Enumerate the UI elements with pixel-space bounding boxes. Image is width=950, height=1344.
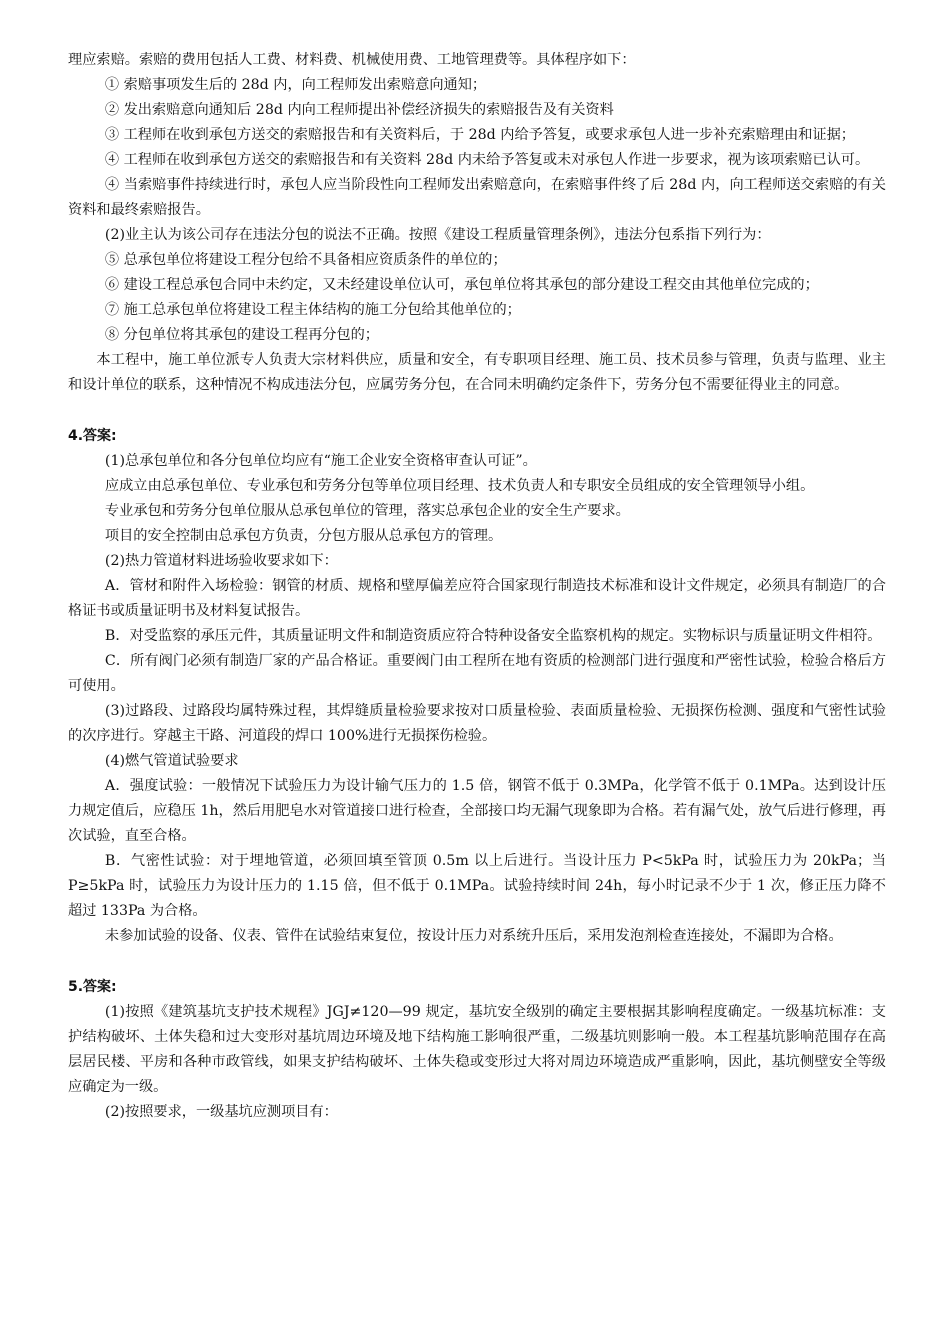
list-item: ⑤ 总承包单位将建设工程分包给不具备相应资质条件的单位的； (104, 252, 507, 268)
paragraph: (4)燃气管道试验要求 (104, 753, 239, 769)
paragraph: 项目的安全控制由总承包方负责，分包方服从总承包方的管理。 (104, 528, 503, 544)
list-item: A．管材和附件入场检验：钢管的材质、规格和壁厚偏差应符合国家现行制造技术标准和设计文件规定，必须具有制造厂的合格证书或质量证明书及材料复试报告。 (68, 578, 886, 619)
section-heading-5: 5.答案: (68, 979, 117, 995)
list-item: C．所有阀门必须有制造厂家的产品合格证。重要阀门由工程所在地有资质的检测部门进行强度和严密性试验，检验合格后方可使用。 (68, 653, 886, 694)
paragraph: (3)过路段、过路段均属特殊过程，其焊缝质量检验要求按对口质量检验、表面质量检验、无损探伤检测、强度和气密性试验的次序进行。穿越主干路、河道段的焊口 100%进行无损探伤检验。 (68, 703, 886, 744)
paragraph: (2)热力管道材料进场验收要求如下： (104, 553, 338, 569)
list-item: ③ 工程师在收到承包方送交的索赔报告和有关资料后，于 28d 内给予答复，或要求承包人进一步补充索赔理由和证据； (104, 127, 855, 143)
paragraph: (2)按照要求，一级基坑应测项目有： (104, 1104, 338, 1120)
list-item: ① 索赔事项发生后的 28d 内，向工程师发出索赔意向通知； (104, 77, 487, 93)
list-item: ⑥ 建设工程总承包合同中未约定，又未经建设单位认可，承包单位将其承包的部分建设工程交由其他单位完成的； (104, 277, 819, 293)
list-item: B．对受监察的承压元件，其质量证明文件和制造资质应符合特种设备安全监察机构的规定。实物标识与质量证明文件相符。 (104, 628, 882, 644)
paragraph: (1)总承包单位和各分包单位均应有“施工企业安全资格审查认可证”。 (104, 453, 537, 469)
list-item: ⑦ 施工总承包单位将建设工程主体结构的施工分包给其他单位的； (104, 302, 521, 318)
paragraph: (2)业主认为该公司存在违法分包的说法不正确。按照《建设工程质量管理条例》，违法分包系指下列行为： (104, 227, 771, 243)
list-item: A．强度试验：一般情况下试验压力为设计输气压力的 1.5 倍，钢管不低于 0.3MPa，化学管不低于 0.1MPa。达到设计压力规定值后，应稳压 1h，然后用肥皂水对管道接口进行检查，全部接口均无漏气现象即为合格。若有漏气处，放气后进行修理，再次试验，直至合格。 (68, 778, 886, 844)
paragraph: (1)按照《建筑基坑支护技术规程》JGJ≠120—99 规定，基坑安全级别的确定主要根据其影响程度确定。一级基坑标准：支护结构破坏、土体失稳和过大变形对基坑周边环境及地下结构施工影响很严重，二级基坑则影响一般。本工程基坑影响范围存在高层居民楼、平房和各种市政管线，如果支护结构破坏、土体失稳或变形过大将对周边环境造成严重影响，因此，基坑侧壁安全等级应确定为一级。 (68, 1004, 886, 1095)
paragraph: 专业承包和劳务分包单位服从总承包单位的管理，落实总承包企业的安全生产要求。 (104, 503, 630, 519)
list-item: ⑧ 分包单位将其承包的建设工程再分包的； (104, 327, 379, 343)
paragraph: 本工程中，施工单位派专人负责大宗材料供应，质量和安全，有专职项目经理、施工员、技术员参与管理，负责与监理、业主和设计单位的联系，这种情况不构成违法分包，应属劳务分包，在合同未明确约定条件下，劳务分包不需要征得业主的同意。 (68, 352, 886, 393)
paragraph: 未参加试验的设备、仪表、管件在试验结束复位，按设计压力对系统升压后，采用发泡剂检查连接处，不漏即为合格。 (104, 928, 843, 944)
list-item: B．气密性试验：对于埋地管道，必须回填至管顶 0.5m 以上后进行。当设计压力 P<5kPa 时，试验压力为 20kPa；当 P≥5kPa 时，试验压力为设计压力的 1.15 倍，但不低于 0.1MPa。试验持续时间 24h，每小时记录不少于 1 次，修正压力降不超过 133Pa 为合格。 (68, 853, 886, 919)
list-item: ④ 工程师在收到承包方送交的索赔报告和有关资料 28d 内未给予答复或未对承包人作进一步要求，视为该项索赔已认可。 (104, 152, 870, 168)
list-item: ② 发出索赔意向通知后 28d 内向工程师提出补偿经济损失的索赔报告及有关资料 (104, 102, 614, 118)
paragraph: 理应索赔。索赔的费用包括人工费、材料费、机械使用费、工地管理费等。具体程序如下： (68, 52, 636, 68)
paragraph: 应成立由总承包单位、专业承包和劳务分包等单位项目经理、技术负责人和专职安全员组成的安全管理领导小组。 (104, 478, 815, 494)
section-heading-4: 4.答案: (68, 428, 117, 444)
list-item: ④ 当索赔事件持续进行时，承包人应当阶段性向工程师发出索赔意向，在索赔事件终了后 28d 内，向工程师送交索赔的有关资料和最终索赔报告。 (68, 177, 886, 218)
